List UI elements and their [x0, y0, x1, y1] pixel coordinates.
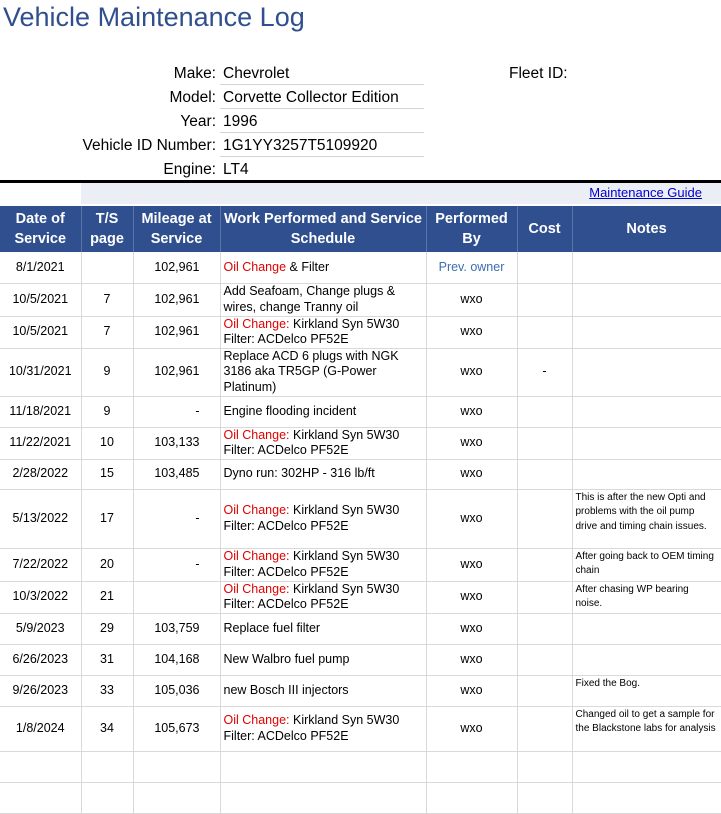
- performed-by-cell[interactable]: [426, 675, 517, 706]
- table-row-empty: [0, 751, 721, 782]
- table-row: [0, 489, 721, 548]
- make-value[interactable]: Chevrolet: [220, 62, 424, 85]
- work-text: Add Seafoam, Change plugs & wires, change Tranny oil: [223, 284, 396, 314]
- notes-cell-text: After going back to OEM timing chain: [575, 550, 714, 576]
- empty-cell[interactable]: [133, 782, 220, 813]
- ts-page-cell[interactable]: [81, 396, 133, 427]
- mileage-cell[interactable]: [133, 396, 220, 427]
- mileage-cell[interactable]: [133, 489, 220, 548]
- empty-cell[interactable]: [81, 751, 133, 782]
- table-row: [0, 283, 721, 316]
- empty-cell[interactable]: [572, 782, 721, 813]
- date-cell-text: 1/8/2024: [15, 720, 65, 735]
- performed-by-cell[interactable]: [426, 427, 517, 459]
- ts-page-cell[interactable]: [81, 581, 133, 613]
- ts-page-cell-text: 7: [103, 324, 111, 339]
- year-value[interactable]: 1996: [220, 110, 424, 133]
- table-row: [0, 252, 721, 283]
- performed-by-cell[interactable]: [426, 348, 517, 396]
- notes-cell[interactable]: [572, 283, 721, 316]
- oil-change-text: Oil Change:: [223, 581, 290, 596]
- notes-cell-text: Changed oil to get a sample for the Blackstone labs for analysis: [575, 708, 716, 734]
- table-row: [0, 581, 721, 613]
- ts-page-cell[interactable]: [81, 283, 133, 316]
- work-text: & Filter: [286, 259, 330, 274]
- mileage-cell-text: 103,485: [154, 466, 200, 481]
- work-cell[interactable]: [220, 252, 426, 283]
- empty-cell[interactable]: [133, 751, 220, 782]
- make-label: Make:: [173, 65, 216, 82]
- performed-by-cell[interactable]: [426, 644, 517, 675]
- engine-value[interactable]: LT4: [220, 158, 424, 181]
- ts-page-cell-text: 17: [100, 510, 114, 525]
- cost-cell[interactable]: [517, 489, 572, 548]
- mileage-cell-text: 103,759: [154, 620, 200, 635]
- date-cell-text: 6/26/2023: [12, 651, 69, 666]
- date-cell[interactable]: [0, 706, 81, 751]
- table-row: [0, 613, 721, 644]
- ts-page-cell[interactable]: [81, 459, 133, 489]
- table-row: [0, 644, 721, 675]
- ts-page-cell-text: 21: [100, 589, 114, 604]
- work-cell[interactable]: [220, 348, 426, 396]
- performed-by-cell-text: wxo: [460, 403, 483, 418]
- ts-page-cell[interactable]: [81, 644, 133, 675]
- notes-cell[interactable]: [572, 489, 721, 548]
- mileage-cell-text: -: [195, 510, 200, 525]
- performed-by-cell-text: wxo: [460, 324, 483, 339]
- cost-cell[interactable]: [517, 706, 572, 751]
- date-cell-text: 2/28/2022: [12, 466, 69, 481]
- work-text: Kirkland Syn 5W30 Filter: ACDelco PF52E: [223, 316, 400, 346]
- performed-by-cell[interactable]: [426, 252, 517, 283]
- ts-page-cell-text: 20: [100, 556, 114, 571]
- notes-cell[interactable]: [572, 316, 721, 348]
- date-cell-text: 10/31/2021: [8, 364, 72, 379]
- work-text: Replace fuel filter: [223, 620, 321, 635]
- col-ts-page[interactable]: T/S page: [81, 206, 133, 252]
- date-cell[interactable]: [0, 396, 81, 427]
- performed-by-cell-text: Prev. owner: [438, 259, 505, 274]
- notes-cell[interactable]: [572, 644, 721, 675]
- vin-value[interactable]: 1G1YY3257T5109920: [220, 134, 424, 157]
- date-cell[interactable]: [0, 427, 81, 459]
- table-row: [0, 548, 721, 581]
- cost-cell[interactable]: [517, 427, 572, 459]
- ts-page-cell[interactable]: [81, 316, 133, 348]
- empty-cell[interactable]: [0, 782, 81, 813]
- date-cell[interactable]: [0, 252, 81, 283]
- maintenance-table: [0, 206, 721, 814]
- work-cell[interactable]: [220, 548, 426, 581]
- date-cell-text: 5/9/2023: [15, 620, 65, 635]
- table-row: [0, 316, 721, 348]
- vin-label: Vehicle ID Number:: [82, 137, 216, 154]
- ts-page-cell-text: 10: [100, 435, 114, 450]
- notes-cell[interactable]: [572, 348, 721, 396]
- cost-cell[interactable]: [517, 613, 572, 644]
- date-cell-text: 7/22/2022: [12, 556, 69, 571]
- date-cell-text: 9/26/2023: [12, 682, 69, 697]
- mileage-cell-text: 103,133: [154, 435, 200, 450]
- ts-page-cell[interactable]: [81, 427, 133, 459]
- notes-cell-text: This is after the new Opti and problems with the oil pump drive and timing chain issues.: [575, 491, 707, 532]
- performed-by-cell-text: wxo: [460, 651, 483, 666]
- work-cell[interactable]: [220, 675, 426, 706]
- oil-change-text: Oil Change:: [223, 316, 290, 331]
- ts-page-cell-text: 29: [100, 620, 114, 635]
- ts-page-cell-text: 7: [103, 291, 111, 306]
- date-cell[interactable]: [0, 348, 81, 396]
- oil-change-text: Oil Change:: [223, 427, 290, 442]
- cost-cell[interactable]: [517, 348, 572, 396]
- date-cell-text: 10/5/2021: [12, 291, 69, 306]
- mileage-cell[interactable]: [133, 706, 220, 751]
- work-text: Dyno run: 302HP - 316 lb/ft: [223, 466, 375, 481]
- make-row: [0, 62, 430, 86]
- page-title: Vehicle Maintenance Log: [3, 2, 305, 32]
- performed-by-cell-text: wxo: [460, 291, 483, 306]
- year-label: Year:: [180, 113, 216, 130]
- performed-by-cell-text: wxo: [460, 589, 483, 604]
- work-cell[interactable]: [220, 581, 426, 613]
- empty-cell[interactable]: [426, 782, 517, 813]
- year-row: [0, 110, 430, 134]
- table-row-empty: [0, 782, 721, 813]
- mileage-cell-text: 102,961: [154, 259, 200, 274]
- notes-cell[interactable]: [572, 581, 721, 613]
- model-value[interactable]: Corvette Collector Edition: [220, 86, 424, 109]
- date-cell[interactable]: [0, 675, 81, 706]
- performed-by-cell-text: wxo: [460, 364, 483, 379]
- cost-cell-text: -: [542, 364, 547, 379]
- ts-page-cell[interactable]: [81, 675, 133, 706]
- ts-page-cell-text: 33: [100, 682, 114, 697]
- performed-by-cell[interactable]: [426, 706, 517, 751]
- work-text: Engine flooding incident: [223, 403, 357, 418]
- performed-by-cell[interactable]: [426, 548, 517, 581]
- date-cell[interactable]: [0, 489, 81, 548]
- mileage-cell-text: 102,961: [154, 291, 200, 306]
- empty-cell[interactable]: [517, 751, 572, 782]
- oil-change-text: Oil Change: [223, 259, 287, 274]
- performed-by-cell-text: wxo: [460, 435, 483, 450]
- mileage-cell[interactable]: [133, 675, 220, 706]
- table-row: [0, 675, 721, 706]
- cost-cell[interactable]: [517, 581, 572, 613]
- mileage-cell-text: -: [195, 556, 200, 571]
- performed-by-cell-text: wxo: [460, 466, 483, 481]
- ts-page-cell-text: 34: [100, 720, 114, 735]
- performed-by-cell-text: wxo: [460, 556, 483, 571]
- mileage-cell-text: -: [195, 403, 200, 418]
- notes-cell[interactable]: [572, 252, 721, 283]
- work-text: Replace ACD 6 plugs with NGK 3186 aka TR5GP (G-Power Platinum): [223, 348, 399, 394]
- notes-cell[interactable]: [572, 427, 721, 459]
- col-performed-by[interactable]: Performed By: [426, 206, 517, 252]
- work-text: New Walbro fuel pump: [223, 651, 350, 666]
- engine-label: Engine:: [163, 161, 216, 178]
- date-cell-text: 11/22/2021: [9, 435, 72, 450]
- date-cell[interactable]: [0, 644, 81, 675]
- mileage-cell-text: 102,961: [154, 364, 200, 379]
- ts-page-cell[interactable]: [81, 348, 133, 396]
- ts-page-cell[interactable]: [81, 548, 133, 581]
- cost-cell[interactable]: [517, 675, 572, 706]
- cost-cell[interactable]: [517, 396, 572, 427]
- mileage-cell[interactable]: [133, 613, 220, 644]
- cost-cell[interactable]: [517, 316, 572, 348]
- notes-cell[interactable]: [572, 396, 721, 427]
- performed-by-cell[interactable]: [426, 489, 517, 548]
- table-row: [0, 396, 721, 427]
- table-row: [0, 348, 721, 396]
- table-header-row: [0, 206, 721, 252]
- oil-change-text: Oil Change:: [223, 503, 290, 517]
- notes-cell-text: After chasing WP bearing noise.: [575, 583, 689, 609]
- oil-change-text: Oil Change:: [223, 713, 290, 727]
- oil-change-text: Oil Change:: [223, 549, 290, 563]
- col-mileage[interactable]: Mileage at Service: [133, 206, 220, 252]
- performed-by-cell[interactable]: [426, 613, 517, 644]
- work-cell[interactable]: [220, 427, 426, 459]
- performed-by-cell[interactable]: [426, 581, 517, 613]
- date-cell[interactable]: [0, 283, 81, 316]
- cost-cell[interactable]: [517, 459, 572, 489]
- date-cell-text: 11/18/2021: [9, 403, 72, 418]
- mileage-cell-text: 104,168: [154, 651, 200, 666]
- work-cell[interactable]: [220, 459, 426, 489]
- ts-page-cell[interactable]: [81, 613, 133, 644]
- empty-cell[interactable]: [0, 751, 81, 782]
- cost-cell[interactable]: [517, 548, 572, 581]
- date-cell-text: 8/1/2021: [15, 259, 65, 274]
- notes-cell[interactable]: [572, 706, 721, 751]
- work-cell[interactable]: [220, 613, 426, 644]
- ts-page-cell[interactable]: [81, 252, 133, 283]
- work-cell[interactable]: [220, 644, 426, 675]
- performed-by-cell[interactable]: [426, 283, 517, 316]
- date-cell-text: 10/3/2022: [12, 589, 69, 604]
- work-text: Kirkland Syn 5W30 Filter: ACDelco PF52E: [223, 549, 400, 579]
- performed-by-cell[interactable]: [426, 396, 517, 427]
- mileage-cell-text: 105,036: [154, 682, 200, 697]
- date-cell[interactable]: [0, 316, 81, 348]
- empty-cell[interactable]: [220, 751, 426, 782]
- cost-cell[interactable]: [517, 283, 572, 316]
- date-cell[interactable]: [0, 548, 81, 581]
- col-work[interactable]: Work Performed and Service Schedule: [220, 206, 426, 252]
- guide-band: [81, 183, 721, 204]
- ts-page-cell-text: 9: [103, 364, 111, 379]
- work-cell[interactable]: [220, 489, 426, 548]
- empty-cell[interactable]: [517, 782, 572, 813]
- work-text: Kirkland Syn 5W30 Filter: ACDelco PF52E: [223, 581, 400, 611]
- empty-cell[interactable]: [220, 782, 426, 813]
- col-date[interactable]: Date of Service: [0, 206, 81, 252]
- work-cell[interactable]: [220, 316, 426, 348]
- ts-page-cell-text: 31: [100, 651, 114, 666]
- ts-page-cell[interactable]: [81, 706, 133, 751]
- mileage-cell[interactable]: [133, 459, 220, 489]
- work-cell[interactable]: [220, 706, 426, 751]
- notes-cell[interactable]: [572, 675, 721, 706]
- ts-page-cell-text: 15: [100, 466, 114, 481]
- ts-page-cell-text: 9: [103, 403, 111, 418]
- performed-by-cell[interactable]: [426, 459, 517, 489]
- work-text: Kirkland Syn 5W30 Filter: ACDelco PF52E: [223, 503, 400, 533]
- mileage-cell[interactable]: [133, 252, 220, 283]
- empty-cell[interactable]: [81, 782, 133, 813]
- cost-cell[interactable]: [517, 644, 572, 675]
- date-cell-text: 5/13/2022: [12, 510, 69, 525]
- engine-row: [0, 158, 430, 182]
- col-notes[interactable]: Notes: [572, 206, 721, 252]
- performed-by-cell-text: wxo: [460, 620, 483, 635]
- model-row: [0, 86, 430, 110]
- empty-cell[interactable]: [572, 751, 721, 782]
- mileage-cell-text: 105,673: [154, 720, 200, 735]
- vin-row: [0, 134, 430, 158]
- work-text: Kirkland Syn 5W30 Filter: ACDelco PF52E: [223, 427, 400, 457]
- mileage-cell[interactable]: [133, 283, 220, 316]
- mileage-cell[interactable]: [133, 581, 220, 613]
- work-text: new Bosch III injectors: [223, 682, 349, 697]
- mileage-cell[interactable]: [133, 548, 220, 581]
- cost-cell[interactable]: [517, 252, 572, 283]
- work-cell[interactable]: [220, 283, 426, 316]
- work-text: Kirkland Syn 5W30 Filter: ACDelco PF52E: [223, 713, 400, 743]
- notes-cell[interactable]: [572, 548, 721, 581]
- mileage-cell[interactable]: [133, 316, 220, 348]
- ts-page-cell[interactable]: [81, 489, 133, 548]
- notes-cell-text: Fixed the Bog.: [575, 677, 640, 689]
- table-row: [0, 427, 721, 459]
- date-cell-text: 10/5/2021: [12, 324, 69, 339]
- table-row: [0, 459, 721, 489]
- fleet-id-label: Fleet ID:: [509, 65, 568, 82]
- mileage-cell-text: 102,961: [154, 324, 200, 339]
- date-cell[interactable]: [0, 459, 81, 489]
- date-cell[interactable]: [0, 581, 81, 613]
- mileage-cell[interactable]: [133, 427, 220, 459]
- performed-by-cell-text: wxo: [460, 682, 483, 697]
- performed-by-cell[interactable]: [426, 316, 517, 348]
- performed-by-cell-text: wxo: [460, 720, 483, 735]
- model-label: Model:: [169, 89, 216, 106]
- work-cell[interactable]: [220, 396, 426, 427]
- table-row: [0, 706, 721, 751]
- performed-by-cell-text: wxo: [460, 510, 483, 525]
- maintenance-guide-link[interactable]: Maintenance Guide: [589, 185, 702, 200]
- col-cost[interactable]: Cost: [517, 206, 572, 252]
- notes-cell[interactable]: [572, 459, 721, 489]
- empty-cell[interactable]: [426, 751, 517, 782]
- mileage-cell[interactable]: [133, 348, 220, 396]
- notes-cell[interactable]: [572, 613, 721, 644]
- mileage-cell[interactable]: [133, 644, 220, 675]
- date-cell[interactable]: [0, 613, 81, 644]
